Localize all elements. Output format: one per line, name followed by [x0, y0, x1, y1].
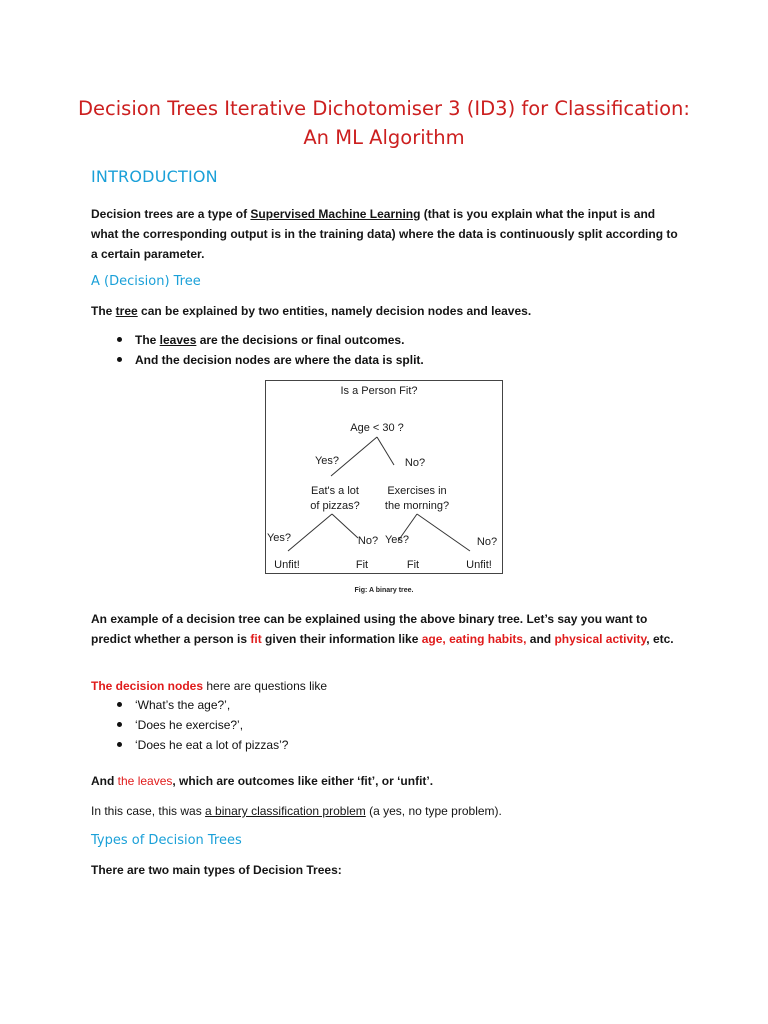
supervised-learning-term: Supervised Machine Learning	[250, 207, 421, 221]
questions-list	[91, 695, 288, 755]
types-paragraph: There are two main types of Decision Trees:	[91, 863, 342, 877]
nodes-text: here are questions like	[203, 679, 328, 693]
decision-nodes-paragraph	[91, 676, 681, 696]
leaves-text: , which are outcomes like either ‘fit’, or ‘unfit’.	[172, 774, 434, 788]
exercise-node-line-2: the morning?	[384, 500, 450, 512]
figure-caption: Fig: A binary tree.	[354, 587, 414, 594]
binary-classification-paragraph	[91, 801, 681, 821]
title-line-2: An ML Algorithm	[303, 126, 465, 149]
bullet-text: The	[135, 333, 160, 347]
list-item: ‘What’s the age?’,	[91, 695, 288, 715]
leaf-fit: Fit	[406, 559, 420, 571]
binary-tree-figure	[265, 380, 503, 574]
list-item: ‘Does he exercise?’,	[91, 715, 288, 735]
list-item	[91, 350, 424, 370]
leaves-paragraph	[91, 771, 681, 791]
tree-bullet-list	[91, 330, 424, 370]
leaf-unfit: Unfit!	[274, 559, 300, 571]
yes-label: Yes?	[314, 455, 340, 467]
leaf-yes-label: Yes?	[266, 532, 292, 544]
intro-text-b: (that is you explain what the input is and what the corresponding output is in the training data) where the data is continuously split according to a certain parameter.	[91, 207, 678, 261]
branch-line	[417, 514, 470, 551]
tree-term: tree	[115, 304, 138, 318]
types-heading: Types of Decision Trees	[91, 833, 242, 848]
leaves-emphasis: the leaves	[117, 774, 173, 788]
leaf-no-label: No?	[476, 536, 498, 548]
branch-line	[288, 514, 332, 551]
physical-activity-emphasis: physical activity	[554, 632, 647, 646]
document-title	[60, 94, 708, 152]
age-node: Age < 30 ?	[350, 422, 404, 434]
leaf-fit: Fit	[355, 559, 369, 571]
pizza-node-line-2: of pizzas?	[310, 500, 360, 512]
leaf-yes-label: Yes?	[384, 534, 410, 546]
list-item: ‘Does he eat a lot of pizzas’?	[91, 735, 288, 755]
bullet-text: are the decisions or final outcomes.	[196, 333, 405, 347]
leaves-text: And	[91, 774, 118, 788]
list-item	[91, 330, 424, 350]
branch-line	[332, 514, 358, 538]
decision-tree-heading: A (Decision) Tree	[91, 274, 201, 289]
decision-nodes-emphasis: The decision nodes	[91, 679, 204, 693]
example-text: An example of a decision tree can be explained using the above binary tree. Let’s say you want to predict whether a person is	[91, 612, 648, 646]
tree-root-title: Is a Person Fit?	[340, 385, 418, 397]
title-line-1: Decision Trees Iterative Dichotomiser 3 (ID3) for Classification:	[78, 97, 690, 120]
bullet-text: And the decision nodes are where the data is split.	[135, 353, 424, 367]
example-text: given their information like	[261, 632, 422, 646]
tree-text-b: can be explained by two entities, namely decision nodes and leaves.	[137, 304, 532, 318]
intro-text-a: Decision trees are a type of	[91, 207, 251, 221]
leaf-no-label: No?	[357, 535, 379, 547]
intro-paragraph	[91, 204, 681, 264]
tree-text-a: The	[91, 304, 116, 318]
exercise-node-line-1: Exercises in	[387, 485, 447, 497]
fit-emphasis: fit	[250, 632, 262, 646]
example-text: and	[526, 632, 555, 646]
branch-line	[377, 437, 394, 465]
example-text: , etc.	[646, 632, 674, 646]
binary-tree-diagram	[266, 381, 504, 575]
example-paragraph	[91, 609, 681, 649]
binary-text: (a yes, no type problem).	[365, 804, 502, 818]
age-habits-emphasis: age, eating habits,	[421, 632, 527, 646]
tree-paragraph	[91, 301, 681, 321]
leaves-term: leaves	[159, 333, 197, 347]
pizza-node-line-1: Eat's a lot	[311, 485, 359, 497]
introduction-heading: INTRODUCTION	[91, 167, 218, 186]
binary-classification-term: a binary classification problem	[205, 804, 366, 818]
binary-text: In this case, this was	[91, 804, 206, 818]
leaf-unfit: Unfit!	[466, 559, 492, 571]
no-label: No?	[404, 457, 426, 469]
